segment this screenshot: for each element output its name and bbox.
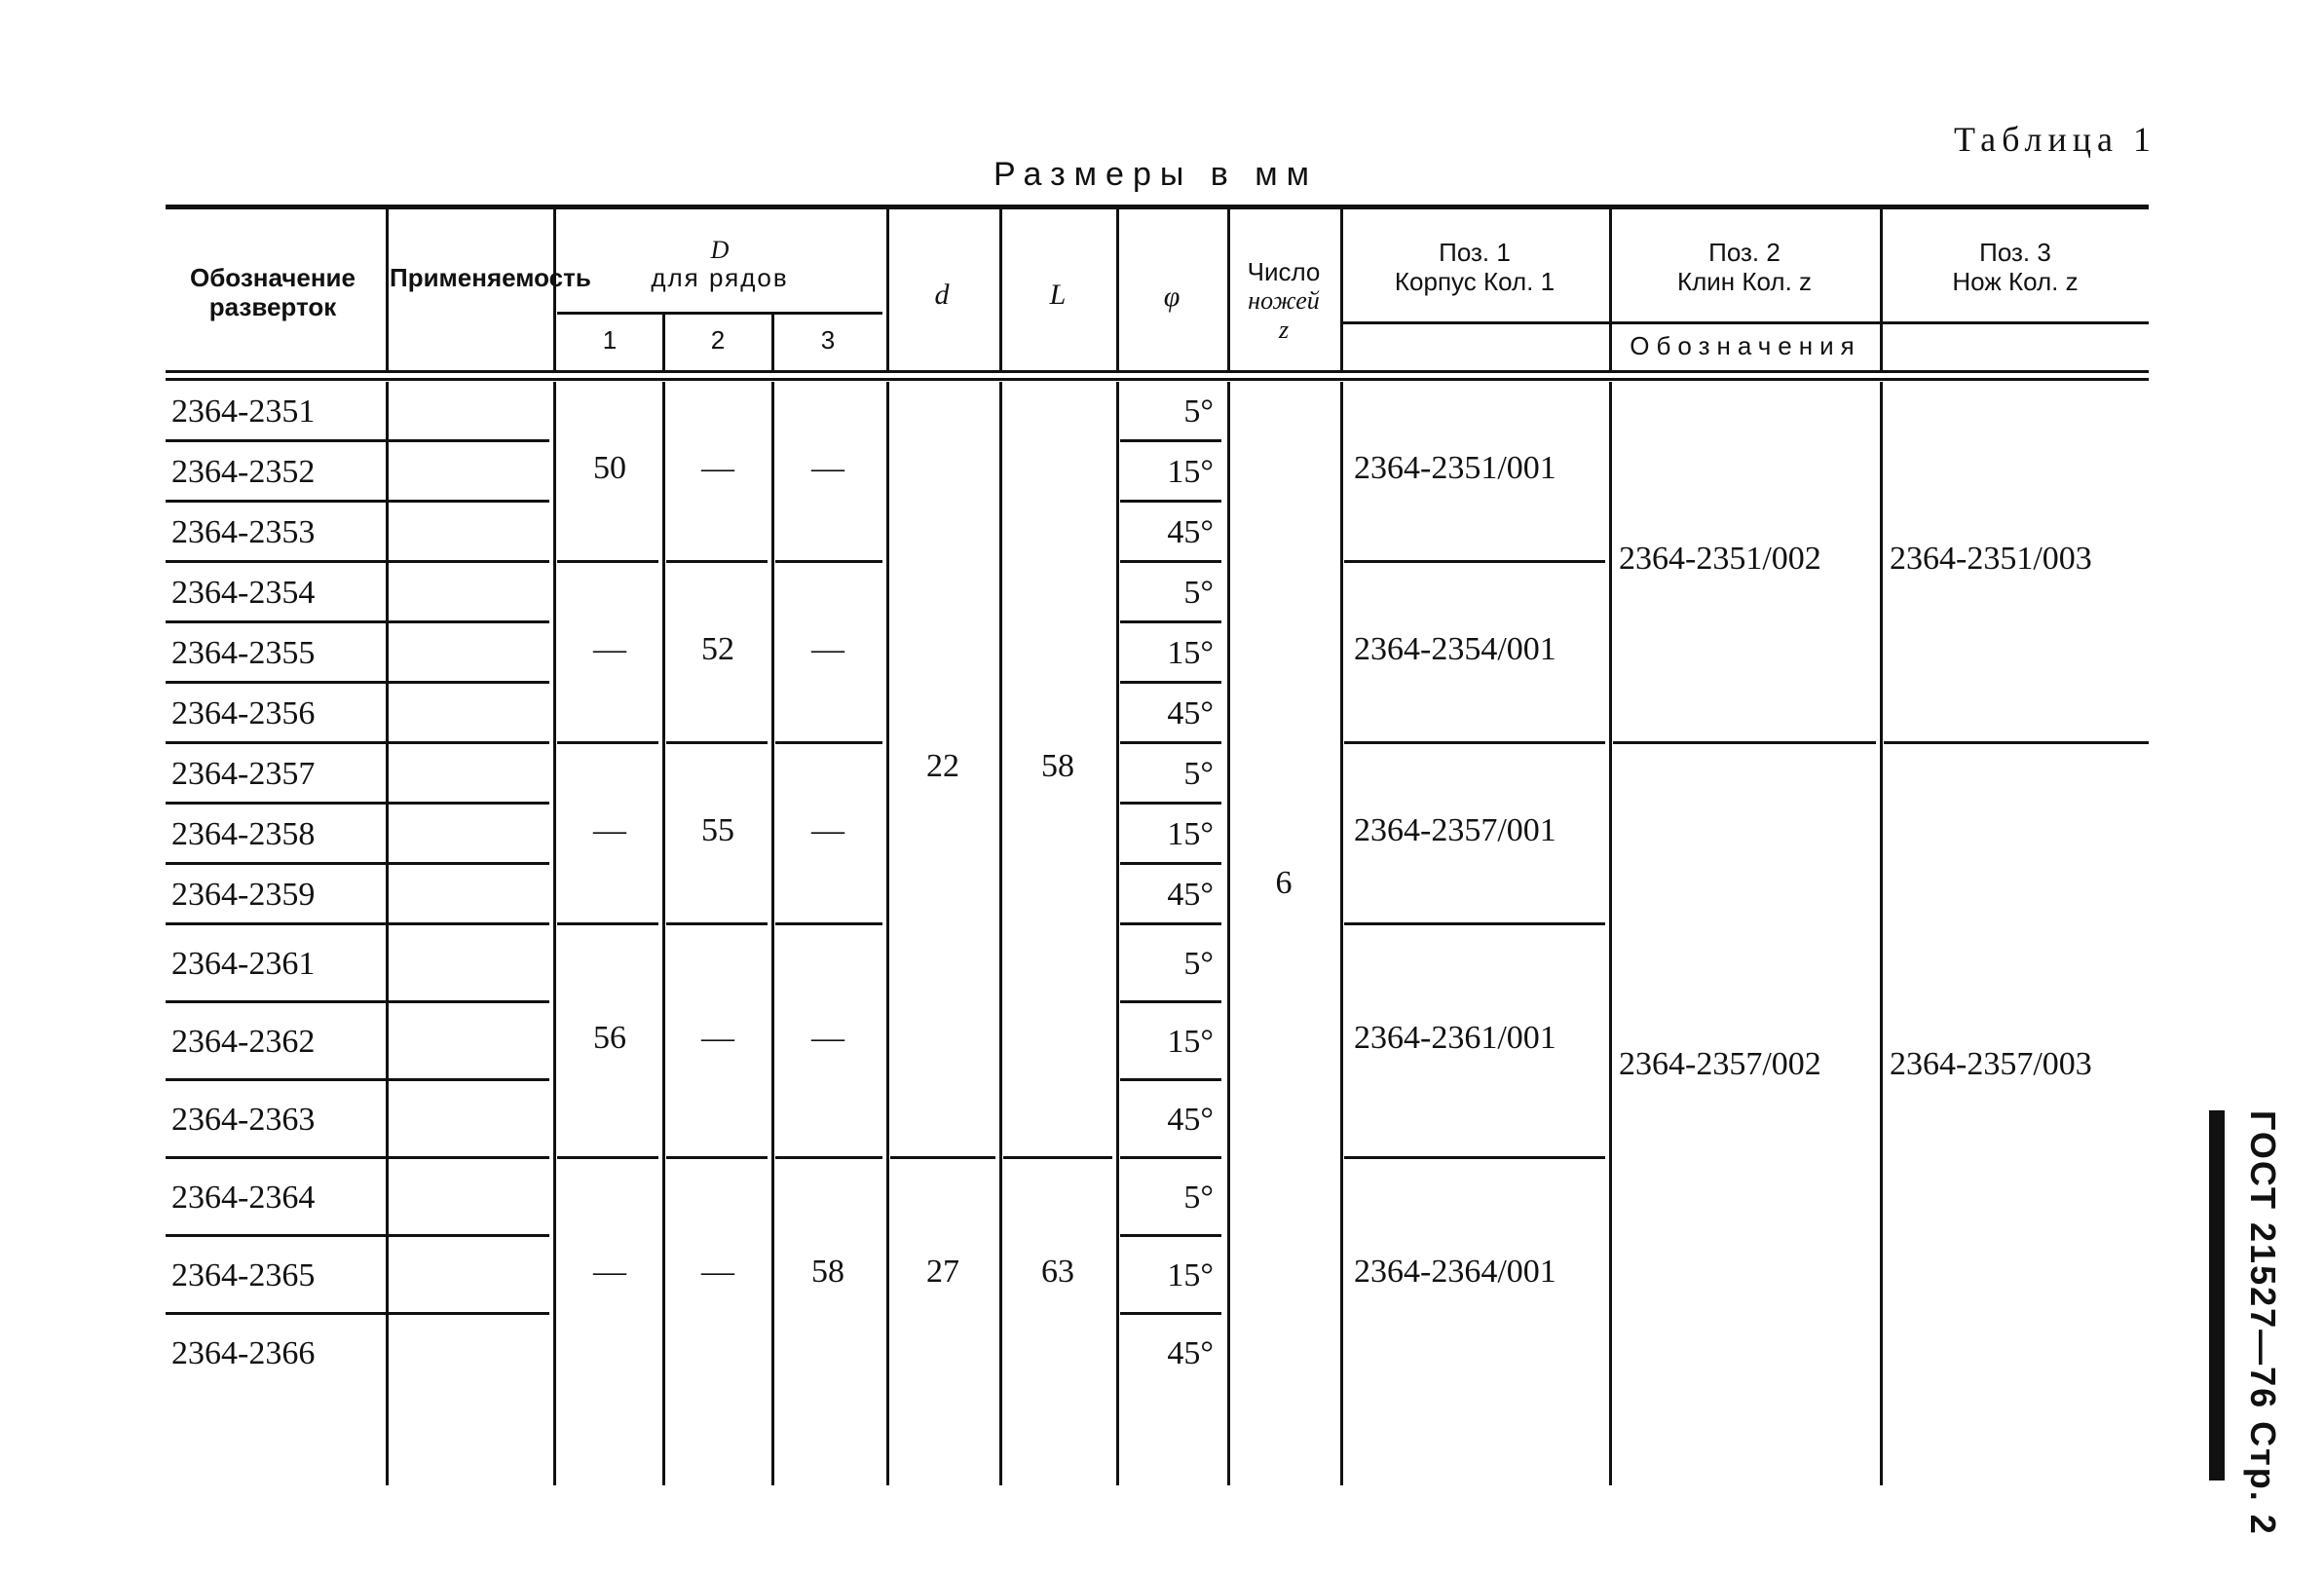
group-rule [666,922,768,925]
header-pos2-a: Поз. 2 [1708,238,1780,267]
table-label: Таблица 1 [1954,120,2156,159]
pos1-cell: 2364-2357/001 [1354,812,1556,848]
phi-cell: 15° [1167,635,1214,671]
designation-cell: 2364-2356 [171,695,316,731]
header-phi: φ [1163,281,1181,313]
d-cell: 27 [926,1254,959,1290]
side-footer-text: ГОСТ 21527—76 Стр. 2 [2243,1110,2283,1536]
row-rule-applicability [390,681,549,684]
row-rule-phi [1120,1078,1221,1081]
header-rule-2 [166,378,2149,381]
designation-cell: 2364-2364 [171,1180,316,1216]
pos1-cell: 2364-2361/001 [1354,1020,1556,1056]
row-rule-applicability [390,1000,549,1003]
row-rule-designation [166,862,390,865]
designation-cell: 2364-2359 [171,877,316,913]
group-rule [557,741,658,744]
pos1-cell: 2364-2351/001 [1354,450,1556,486]
phi-cell: 15° [1167,1257,1214,1293]
row-rule-phi [1120,1234,1221,1237]
pos2-cell: 2364-2357/002 [1619,1046,1821,1082]
header-pos3 [1882,238,2149,296]
designation-cell: 2364-2363 [171,1102,316,1138]
header-designation-text: Обозначение разверток [190,263,356,321]
group-rule [666,741,768,744]
row-rule-phi [1120,560,1221,563]
phi-cell: 5° [1183,575,1214,611]
row-rule-applicability [390,1078,549,1081]
body-col-line [553,382,556,1485]
row-rule-designation [166,439,390,442]
header-D-sub: для рядов [651,263,789,292]
row-rule-designation [166,500,390,503]
phi-cell: 45° [1167,877,1214,913]
header-pos1-a: Поз. 1 [1439,238,1511,267]
row-rule-designation [166,1234,390,1237]
row3-cell: — [811,812,844,848]
group-rule [1344,922,1605,925]
header-designation [166,263,380,321]
row-rule-applicability [390,620,549,623]
row1-cell: — [593,631,626,667]
group-rule [1344,1156,1605,1159]
header-designations: Обозначения [1630,331,1861,360]
pos2-cell: 2364-2351/002 [1619,541,1821,577]
phi-cell: 15° [1167,1024,1214,1060]
row-rule-designation [166,1078,390,1081]
row3-cell: 58 [811,1254,844,1290]
designation-cell: 2364-2366 [171,1335,316,1371]
row-rule-designation [166,1156,390,1159]
row3-cell: — [811,1020,844,1056]
row-rule-phi [1120,862,1221,865]
phi-cell: 15° [1167,454,1214,490]
row-rule-designation [166,802,390,805]
header-pos1 [1342,238,1607,296]
row-rule-phi [1120,802,1221,805]
designations-rule [1342,321,2149,324]
designation-cell: 2364-2357 [171,756,316,792]
top-rule [166,205,2149,209]
header-row-1: 1 [602,325,618,355]
row3-cell: — [811,450,844,486]
group-rule [557,560,658,563]
phi-cell: 45° [1167,1102,1214,1138]
group-rule [775,560,882,563]
row-rule-phi [1120,681,1221,684]
dl-rule [890,1156,995,1159]
row-rule-applicability [390,1312,549,1315]
row-rule-phi [1120,741,1221,744]
row-rule-applicability [390,922,549,925]
row-rule-phi [1120,500,1221,503]
phi-cell: 5° [1183,946,1214,982]
pos2-rule [1613,741,1876,744]
row3-cell: — [811,631,844,667]
L-cell: 58 [1041,748,1074,784]
header-L: L [1049,279,1067,311]
group-rule [666,560,768,563]
body-col-line [1116,382,1119,1485]
row-rule-applicability [390,741,549,744]
body-col-line [999,382,1002,1485]
designation-cell: 2364-2362 [171,1024,316,1060]
row-rule-designation [166,681,390,684]
header-pos3-b: Нож Кол. z [1952,267,2079,296]
designation-cell: 2364-2354 [171,575,316,611]
body-col-line [1609,382,1612,1485]
row-rule-designation [166,620,390,623]
header-pos2 [1611,238,1878,296]
phi-cell: 5° [1183,756,1214,792]
row1-cell: — [593,1254,626,1290]
group-rule [775,922,882,925]
row-rule-applicability [390,439,549,442]
designation-cell: 2364-2355 [171,635,316,671]
body-col-line [1340,382,1343,1485]
row1-cell: 56 [593,1020,626,1056]
row-rule-applicability [390,500,549,503]
row-rule-designation [166,741,390,744]
body-col-line [386,382,389,1485]
designation-cell: 2364-2361 [171,946,316,982]
row1-cell: — [593,812,626,848]
header-applicability-text: Применяемость [390,263,591,292]
row-rule-applicability [390,862,549,865]
group-rule [1344,741,1605,744]
row-rule-phi [1120,922,1221,925]
header-pos1-b: Корпус Кол. 1 [1394,267,1556,296]
designation-cell: 2364-2365 [171,1257,316,1293]
row-rule-designation [166,1000,390,1003]
phi-cell: 45° [1167,1335,1214,1371]
body-col-line [1880,382,1883,1485]
header-knives-3: z [1278,316,1290,344]
header-pos2-b: Клин Кол. z [1676,267,1813,296]
dl-rule [1003,1156,1112,1159]
phi-cell: 45° [1167,514,1214,550]
group-rule [666,1156,768,1159]
header-knives-1: Число [1247,257,1321,286]
row-rule-applicability [390,1234,549,1237]
row-rule-phi [1120,1000,1221,1003]
designation-cell: 2364-2351 [171,394,316,430]
pos3-cell: 2364-2351/003 [1890,541,2092,577]
row2-cell: — [701,1020,734,1056]
body-col-line [771,382,774,1485]
d-cell: 22 [926,748,959,784]
row2-cell: 55 [701,812,734,848]
row-rule-designation [166,560,390,563]
table-caption: Размеры в мм [993,156,1319,193]
row2-cell: — [701,450,734,486]
body-col-line [886,382,889,1485]
header-applicability [390,263,591,292]
header-D: D [710,236,730,264]
phi-cell: 5° [1183,394,1214,430]
designation-cell: 2364-2353 [171,514,316,550]
side-bar [2209,1110,2225,1480]
pos1-cell: 2364-2364/001 [1354,1254,1556,1290]
header-col-line [386,209,389,370]
pos3-cell: 2364-2357/003 [1890,1046,2092,1082]
row-rule-applicability [390,802,549,805]
L-cell: 63 [1041,1254,1074,1290]
group-rule [1344,560,1605,563]
phi-cell: 45° [1167,695,1214,731]
row-rule-phi [1120,1312,1221,1315]
body-col-line [662,382,665,1485]
pos1-cell: 2364-2354/001 [1354,631,1556,667]
header-d: d [934,279,950,311]
group-rule [775,1156,882,1159]
header-knives-2: ножей [1248,286,1320,315]
header-knives [1229,257,1338,345]
d-sub-rule [557,312,882,315]
row-rule-designation [166,1312,390,1315]
designation-cell: 2364-2352 [171,454,316,490]
header-pos3-a: Поз. 3 [1979,238,2051,267]
row2-cell: 52 [701,631,734,667]
body-col-line [1227,382,1230,1485]
row-rule-phi [1120,1156,1221,1159]
phi-cell: 15° [1167,816,1214,852]
row-rule-phi [1120,439,1221,442]
knives-cell: 6 [1275,865,1293,901]
pos3-rule [1884,741,2149,744]
group-rule [557,922,658,925]
row-rule-designation [166,922,390,925]
row1-cell: 50 [593,450,626,486]
phi-cell: 5° [1183,1180,1214,1216]
header-row-3: 3 [820,325,836,355]
header-rule [166,370,2149,373]
row-rule-phi [1120,620,1221,623]
row-rule-applicability [390,560,549,563]
group-rule [557,1156,658,1159]
row-rule-applicability [390,1156,549,1159]
row2-cell: — [701,1254,734,1290]
designation-cell: 2364-2358 [171,816,316,852]
group-rule [775,741,882,744]
header-row-2: 2 [710,325,726,355]
